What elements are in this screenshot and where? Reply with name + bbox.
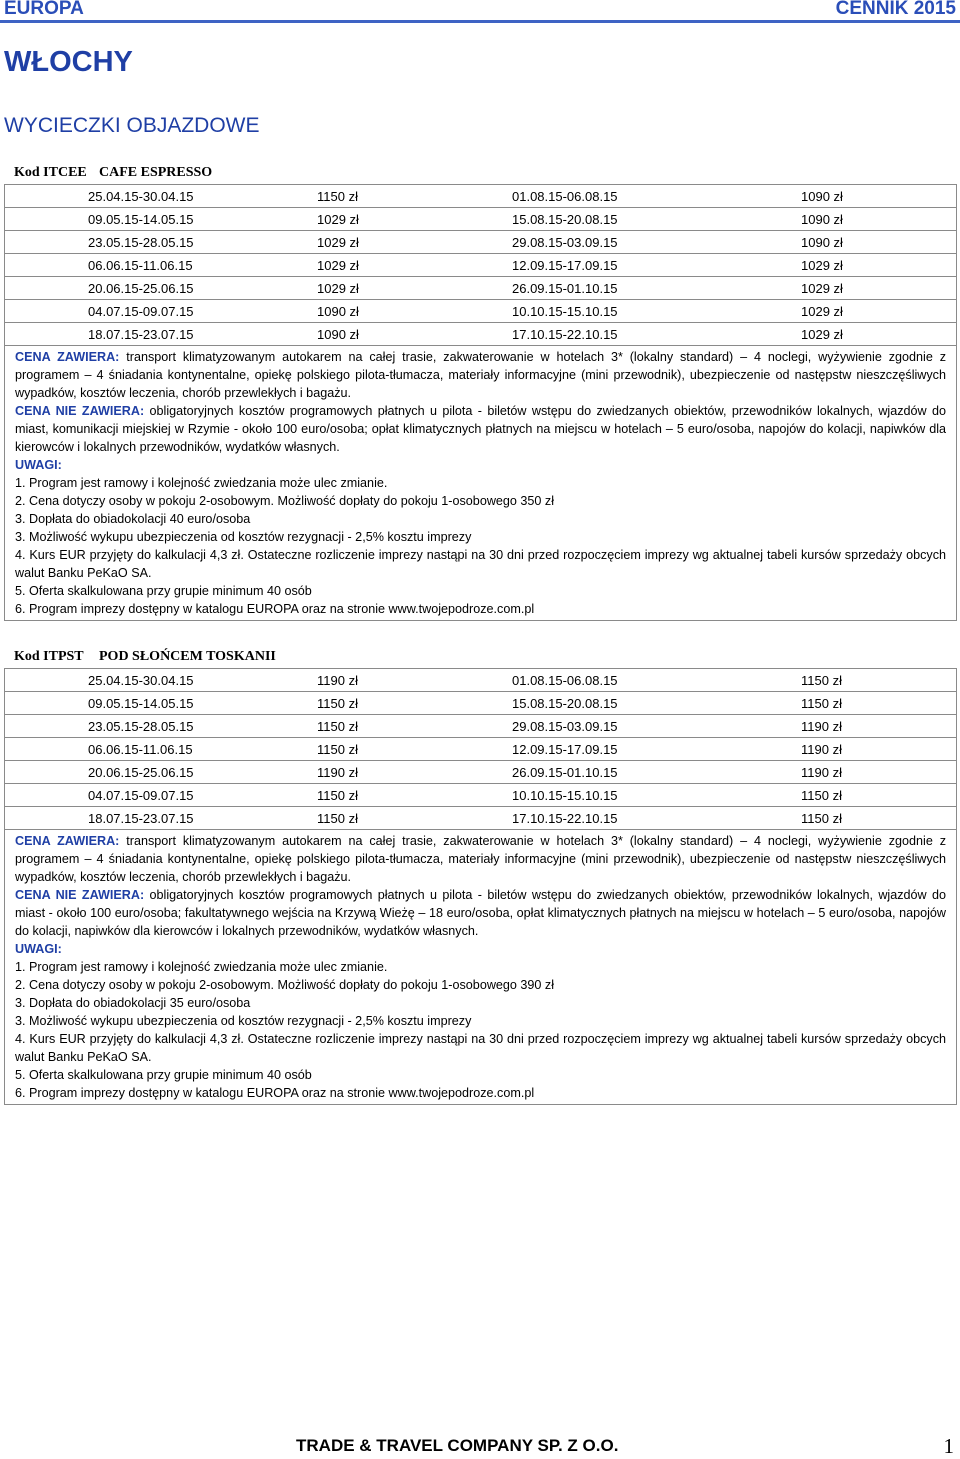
price: 1190 zł xyxy=(801,719,842,734)
date-range: 09.05.15-14.05.15 xyxy=(88,212,194,227)
includes-paragraph xyxy=(15,348,946,402)
note-item: 5. Oferta skalkulowana przy grupie minimum 40 osób xyxy=(15,584,312,598)
price: 1029 zł xyxy=(801,281,843,296)
date-range: 25.04.15-30.04.15 xyxy=(88,673,194,688)
table-row xyxy=(5,277,956,300)
table-row xyxy=(5,715,956,738)
notes-label: UWAGI: xyxy=(15,458,62,472)
date-range: 06.06.15-11.06.15 xyxy=(88,742,193,757)
price: 1150 zł xyxy=(317,719,358,734)
note-item: 2. Cena dotyczy osoby w pokoju 2-osobowym. Możliwość dopłaty do pokoju 1-osobowego 390 zł xyxy=(15,978,555,992)
table-row xyxy=(5,784,956,807)
table-row xyxy=(5,231,956,254)
includes-text: transport klimatyzowanym autokarem na całej trasie, zakwaterowanie w hotelach 3* (lokalny standard) – 4 noclegi, wyżywienie zgodnie z programem – 4 śniadania kontynentalne, opiekę polskiego pilota-tłumacza, materiały informacyjne (mini przewodnik), ubezpieczenie od następstw nieszczęśliwych wypadków, kosztów leczenia, chorób przewlekłych i bagażu. xyxy=(15,834,946,884)
tour-code: Kod ITCEE xyxy=(14,165,87,180)
table-row xyxy=(5,761,956,784)
tour-name: CAFE ESPRESSO xyxy=(99,165,213,180)
price: 1150 zł xyxy=(801,788,842,803)
excludes-label: CENA NIE ZAWIERA: xyxy=(15,404,145,418)
excludes-text: obligatoryjnych kosztów programowych płatnych u pilota - biletów wstępu do zwiedzanych obiektów, przewodników lokalnych, wjazdów do miast - około 100 euro/osoba; fakultatywnego wejścia na Krzywą Wieżę – 18 euro/osoba, opłat klimatycznych płatnych na miejscu w hotelach – 5 euro/osoba, napojów do kolacji, napiwków dla kierowców i lokalnych przewodników, wydatków własnych. xyxy=(15,888,946,938)
header-catalog-title: CENNIK 2015 xyxy=(835,0,956,19)
price: 1029 zł xyxy=(317,258,359,273)
date-range: 10.10.15-15.10.15 xyxy=(512,788,618,803)
price: 1190 zł xyxy=(801,765,842,780)
date-range: 04.07.15-09.07.15 xyxy=(88,788,194,803)
note-item: 3. Możliwość wykupu ubezpieczenia od kosztów rezygnacji - 2,5% kosztu imprezy xyxy=(15,530,472,544)
tour-header xyxy=(4,164,957,184)
price: 1029 zł xyxy=(317,281,359,296)
includes-text: transport klimatyzowanym autokarem na całej trasie, zakwaterowanie w hotelach 3* (lokalny standard) – 4 noclegi, wyżywienie zgodnie z programem – 4 śniadania kontynentalne, opiekę polskiego pilota-tłumacza, materiały informacyjne (mini przewodnik), ubezpieczenie od następstw nieszczęśliwych wypadków, kosztów leczenia, chorób przewlekłych i bagażu. xyxy=(15,350,946,400)
date-range: 15.08.15-20.08.15 xyxy=(512,212,618,227)
footer-company: TRADE & TRAVEL COMPANY SP. Z O.O. xyxy=(296,1436,619,1455)
note-item: 4. Kurs EUR przyjęty do kalkulacji 4,3 zł. Ostateczne rozliczenie imprezy nastąpi na 30 dni przed rozpoczęciem imprezy wg aktualnej tabeli kursów sprzedaży obcych walut Banku PeKaO SA. xyxy=(15,1032,946,1064)
note-item: 5. Oferta skalkulowana przy grupie minimum 40 osób xyxy=(15,1068,312,1082)
price: 1029 zł xyxy=(801,304,843,319)
price: 1150 zł xyxy=(801,696,842,711)
date-range: 06.06.15-11.06.15 xyxy=(88,258,193,273)
date-range: 10.10.15-15.10.15 xyxy=(512,304,618,319)
note-item: 3. Możliwość wykupu ubezpieczenia od kosztów rezygnacji - 2,5% kosztu imprezy xyxy=(15,1014,472,1028)
excludes-text: obligatoryjnych kosztów programowych płatnych u pilota - biletów wstępu do zwiedzanych obiektów, przewodników lokalnych, wjazdów do miast, komunikacji miejskiej w Rzymie - około 100 euro/osoba; opłat klimatycznych płatnych na miejscu w hotelach – 5 euro/osoba, napojów do kolacji, napiwków dla kierowców i lokalnych przewodników, wydatków własnych. xyxy=(15,404,946,454)
includes-paragraph xyxy=(15,832,946,886)
date-range: 12.09.15-17.09.15 xyxy=(512,742,618,757)
date-range: 15.08.15-20.08.15 xyxy=(512,696,618,711)
price: 1150 zł xyxy=(317,788,358,803)
table-row xyxy=(5,738,956,761)
price: 1090 zł xyxy=(317,327,359,342)
price: 1150 zł xyxy=(317,811,358,826)
price: 1029 zł xyxy=(801,258,843,273)
excludes-paragraph xyxy=(15,402,946,456)
price: 1090 zł xyxy=(801,212,843,227)
date-range: 12.09.15-17.09.15 xyxy=(512,258,618,273)
table-row xyxy=(5,807,956,830)
date-range: 09.05.15-14.05.15 xyxy=(88,696,194,711)
price: 1190 zł xyxy=(801,742,842,757)
header-bar xyxy=(0,0,960,23)
table-row xyxy=(5,254,956,277)
price: 1090 zł xyxy=(317,304,359,319)
tour-table xyxy=(4,668,957,1105)
price: 1029 zł xyxy=(317,212,359,227)
country-title: WŁOCHY xyxy=(4,46,133,78)
excludes-paragraph xyxy=(15,886,946,940)
header-region: EUROPA xyxy=(4,0,84,19)
note-item: 3. Dopłata do obiadokolacji 40 euro/osoba xyxy=(15,512,251,526)
price: 1190 zł xyxy=(317,765,358,780)
note-item: 1. Program jest ramowy i kolejność zwiedzania może ulec zmianie. xyxy=(15,476,388,490)
price: 1150 zł xyxy=(801,811,842,826)
date-range: 18.07.15-23.07.15 xyxy=(88,811,194,826)
date-range: 23.05.15-28.05.15 xyxy=(88,719,194,734)
note-item: 6. Program imprezy dostępny w katalogu EUROPA oraz na stronie www.twojepodroze.com.pl xyxy=(15,1086,535,1100)
note-item: 3. Dopłata do obiadokolacji 35 euro/osoba xyxy=(15,996,251,1010)
price: 1090 zł xyxy=(801,189,843,204)
date-range: 26.09.15-01.10.15 xyxy=(512,765,618,780)
date-range: 23.05.15-28.05.15 xyxy=(88,235,194,250)
date-range: 18.07.15-23.07.15 xyxy=(88,327,194,342)
date-range: 01.08.15-06.08.15 xyxy=(512,189,618,204)
notes-label: UWAGI: xyxy=(15,942,62,956)
tour-table xyxy=(4,184,957,621)
date-range: 17.10.15-22.10.15 xyxy=(512,811,618,826)
includes-label: CENA ZAWIERA: xyxy=(15,834,120,848)
table-row xyxy=(5,208,956,231)
tour-description xyxy=(5,830,956,1104)
note-item: 1. Program jest ramowy i kolejność zwiedzania może ulec zmianie. xyxy=(15,960,388,974)
price: 1150 zł xyxy=(801,673,842,688)
date-range: 01.08.15-06.08.15 xyxy=(512,673,618,688)
section-title: WYCIECZKI OBJAZDOWE xyxy=(4,114,260,137)
includes-label: CENA ZAWIERA: xyxy=(15,350,120,364)
excludes-label: CENA NIE ZAWIERA: xyxy=(15,888,145,902)
table-row xyxy=(5,323,956,346)
date-range: 25.04.15-30.04.15 xyxy=(88,189,194,204)
date-range: 20.06.15-25.06.15 xyxy=(88,281,194,296)
date-range: 20.06.15-25.06.15 xyxy=(88,765,194,780)
price: 1190 zł xyxy=(317,673,358,688)
date-range: 29.08.15-03.09.15 xyxy=(512,235,618,250)
tour-name: POD SŁOŃCEM TOSKANII xyxy=(99,649,276,664)
table-row xyxy=(5,300,956,323)
table-row xyxy=(5,185,956,208)
page-number: 1 xyxy=(943,1434,954,1458)
tour-block xyxy=(4,648,957,1105)
note-item: 6. Program imprezy dostępny w katalogu EUROPA oraz na stronie www.twojepodroze.com.pl xyxy=(15,602,535,616)
price: 1029 zł xyxy=(317,235,359,250)
note-item: 2. Cena dotyczy osoby w pokoju 2-osobowym. Możliwość dopłaty do pokoju 1-osobowego 350 zł xyxy=(15,494,555,508)
date-range: 17.10.15-22.10.15 xyxy=(512,327,618,342)
date-range: 26.09.15-01.10.15 xyxy=(512,281,618,296)
tour-block xyxy=(4,164,957,621)
table-row xyxy=(5,669,956,692)
note-item: 4. Kurs EUR przyjęty do kalkulacji 4,3 zł. Ostateczne rozliczenie imprezy nastąpi na 30 dni przed rozpoczęciem imprezy wg aktualnej tabeli kursów sprzedaży obcych walut Banku PeKaO SA. xyxy=(15,548,946,580)
tour-header xyxy=(4,648,957,668)
price: 1029 zł xyxy=(801,327,843,342)
price: 1150 zł xyxy=(317,696,358,711)
tour-description xyxy=(5,346,956,620)
date-range: 04.07.15-09.07.15 xyxy=(88,304,194,319)
price: 1090 zł xyxy=(801,235,843,250)
table-row xyxy=(5,692,956,715)
tour-code: Kod ITPST xyxy=(14,649,84,664)
price: 1150 zł xyxy=(317,742,358,757)
date-range: 29.08.15-03.09.15 xyxy=(512,719,618,734)
price: 1150 zł xyxy=(317,189,358,204)
